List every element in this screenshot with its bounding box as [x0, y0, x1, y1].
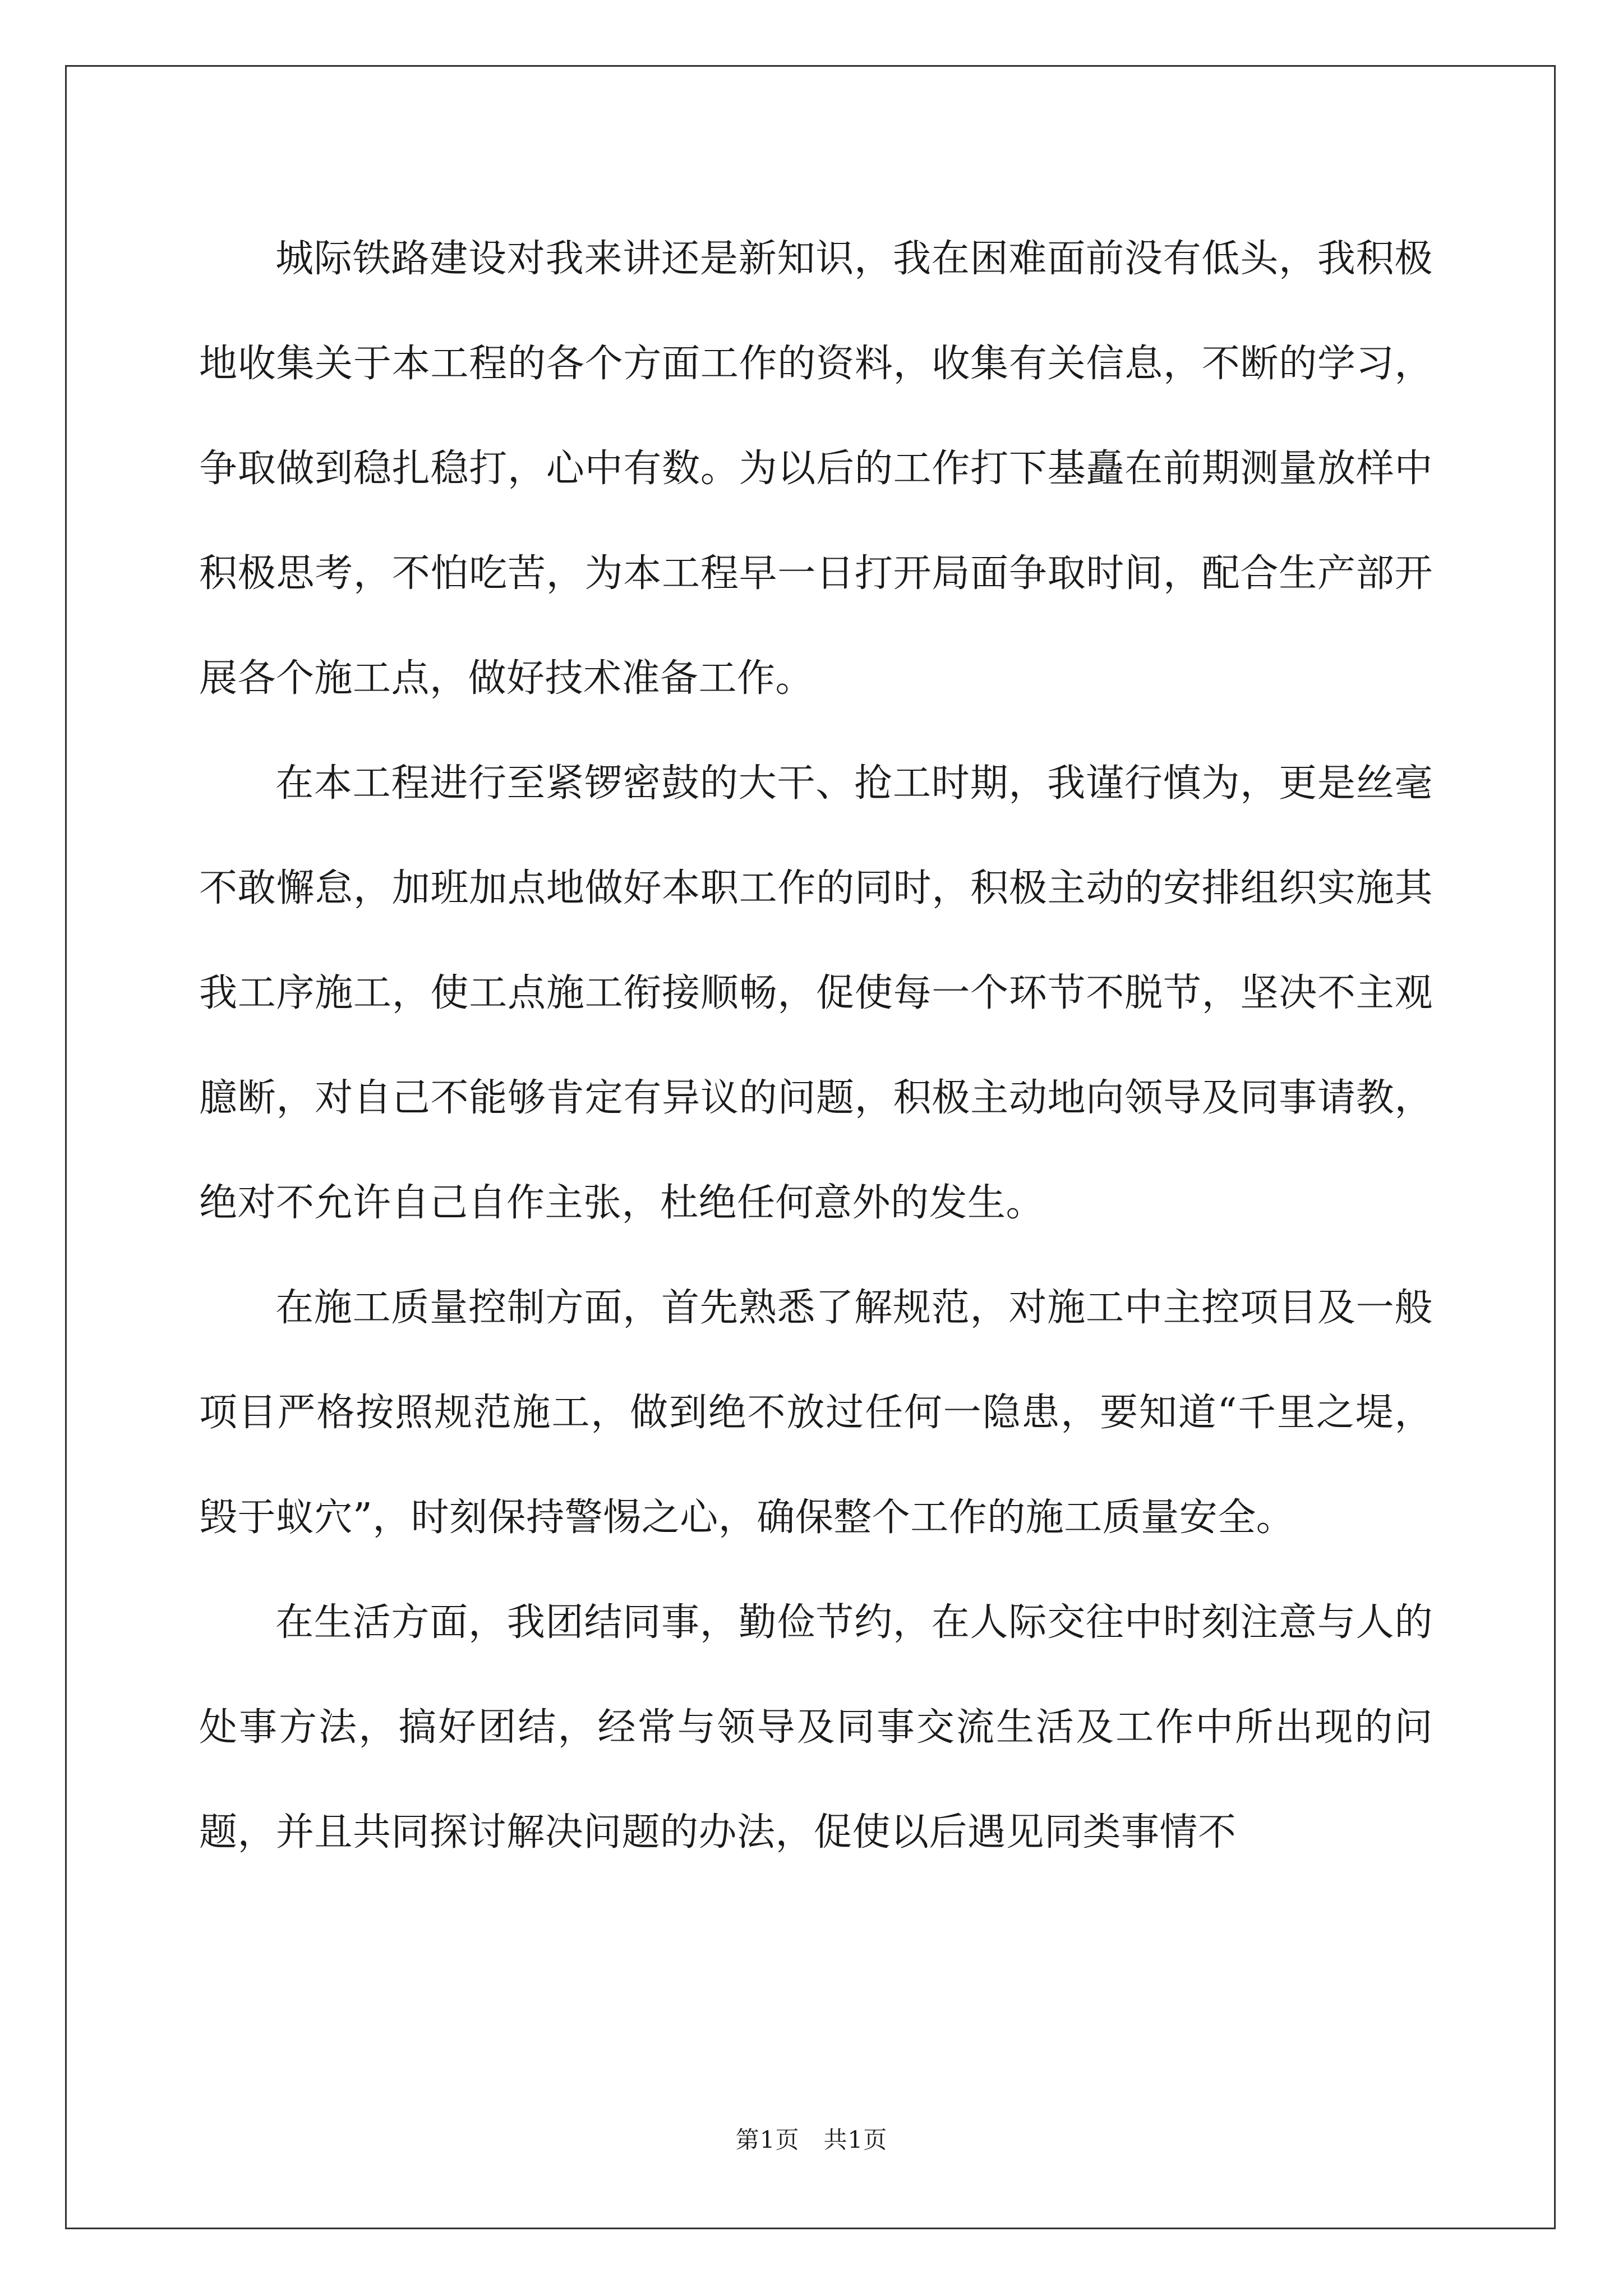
- paragraph: 城际铁路建设对我来讲还是新知识，我在困难面前没有低头，我积极地收集关于本工程的各个方面工作的资料，收集有关信息，不断的学习，争取做到稳扎稳打，心中有数。为以后的工作打下基矗在前期测量放样中积极思考，不怕吃苦，为本工程早一日打开局面争取时间，配合生产部开展各个施工点，做好技术准备工作。: [199, 237, 1433, 701]
- page-number: 第1页 共1页: [735, 2126, 888, 2154]
- paragraph: 在施工质量控制方面，首先熟悉了解规范，对施工中主控项目及一般项目严格按照规范施工，做到绝不放过任何一隐患，要知道“千里之堤，毁于蚁穴”，时刻保持警惕之心，确保整个工作的施工质量安全。: [199, 1286, 1433, 1540]
- document-body: [199, 206, 1433, 1885]
- paragraph: 在本工程进行至紧锣密鼓的大干、抢工时期，我谨行慎为，更是丝毫不敢懈怠，加班加点地做好本职工作的同时，积极主动的安排组织实施其我工序施工，使工点施工衔接顺畅，促使每一个环节不脱节，坚决不主观臆断，对自己不能够肯定有异议的问题，积极主动地向领导及同事请教，绝对不允许自己自作主张，杜绝任何意外的发生。: [199, 761, 1433, 1225]
- paragraph: 在生活方面，我团结同事，勤俭节约，在人际交往中时刻注意与人的处事方法，搞好团结，经常与领导及同事交流生活及工作中所出现的问题，并且共同探讨解决问题的办法，促使以后遇见同类事情不: [199, 1600, 1433, 1855]
